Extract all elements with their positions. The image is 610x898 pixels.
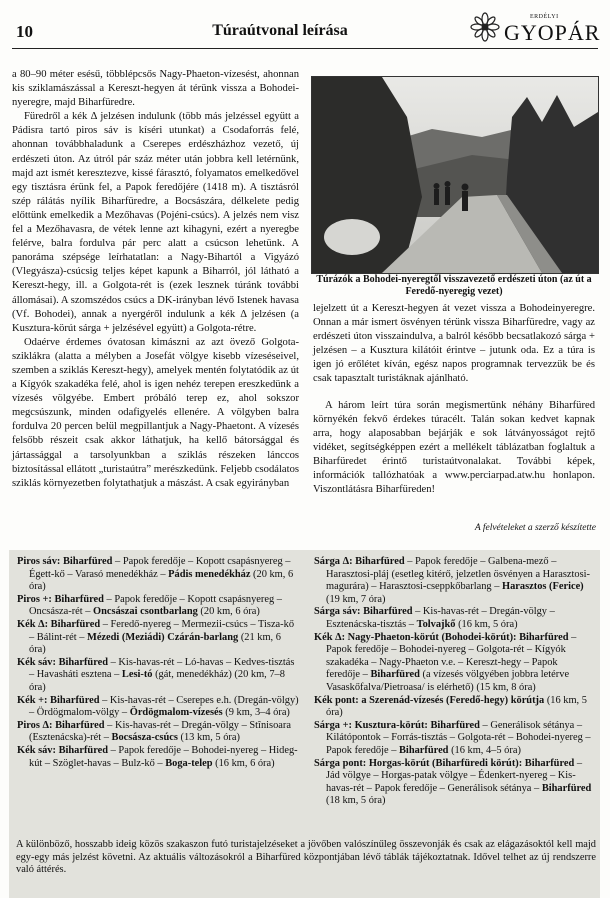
route-mark: Kék Δ:: [314, 631, 346, 643]
route-mark: Piros Δ:: [17, 719, 53, 731]
route-entry: [314, 695, 594, 720]
route-start: Biharfüred: [60, 556, 113, 567]
route-mark: Kék +:: [17, 694, 48, 706]
route-entry: [314, 720, 594, 758]
route-path: – Papok feredője – Galbena-mező – Harasztosi-pláj (esetleg kitérő, jelzetlen ösvényen a Harasztosi-magurára) – Harasztosi-cseppkőbarlang –: [326, 556, 590, 593]
route-mark: Sárga sáv:: [314, 606, 361, 618]
route-end: Boga-telep: [165, 757, 213, 769]
route-entry: [17, 556, 300, 594]
route-end: Biharfüred: [370, 669, 420, 681]
article-left-column: [12, 68, 299, 491]
route-end: Pádis menedékház: [168, 568, 251, 580]
route-path: – Kis-havas-rét – Cserepes e.h. (Dregán-völgy) – Ördögmalom-völgy –: [29, 694, 299, 719]
route-entry: [314, 556, 594, 606]
route-entry: [17, 594, 300, 619]
route-entry: [314, 758, 594, 808]
route-start: Biharfüred: [48, 618, 101, 630]
route-info: (16 km, 6 óra): [212, 757, 275, 769]
route-end: Bocsásza-csúcs: [111, 732, 178, 744]
photo-credit: A felvételeket a szerző készítette: [474, 523, 596, 533]
route-path: – Papok feredője – Bohodei-nyereg – Hideg-kút – Szöglet-havas – Bulz-kő –: [29, 744, 298, 769]
page-title: Túraútvonal leírása: [212, 22, 348, 39]
forest-road-image: [312, 77, 598, 273]
route-mark: Kék pont:: [314, 694, 359, 706]
logo-small-text: ERDÉLYI: [530, 14, 559, 20]
route-start: Biharfüred: [352, 556, 405, 567]
edelweiss-icon: [470, 12, 500, 46]
route-end: Harasztos (Ferice): [502, 581, 584, 593]
route-mark: Sárga pont:: [314, 757, 367, 769]
route-end: Biharfüred: [541, 782, 592, 794]
paragraph: Odaérve érdemes óvatosan kimászni az azt övező Golgota-sziklákra (alatta a mélyben a Josefát völgye kisebb vízeséseivel, szemben a sziklás Kereszt-hegy), amelyek mentén folytatódik az út a Kígyók szakadéka felé, ahol is igen nehéz terepen ereszkedünk a vízesés völgyébe. Embert próbáló terep ez, ahol sokszor megcsúszunk, minden odafigyelés ellenére. A völgyben balra fordulva 20 percen belül megpillantjuk a Nagy-Phaetont. A vízesés felsőbb részeit csak akkor láthatjuk, ha kellő bátorsággal és jártassággal a tarsolyunkban a sziklás részeken lánccos biztosítással ellátott „turistaútra” merészkedünk. Feljebb csodálatos sziklás környezetben folytathatjuk a mászást. A csak egyirányban: [12, 336, 299, 489]
route-start: Kusztura-körút: Biharfüred: [351, 719, 480, 731]
route-start: Horgas-körút (Biharfüredi körút): Biharfüred: [366, 757, 575, 769]
route-path: – Feredő-nyereg – Mermezii-csúcs – Tisza-kő – Bálint-rét –: [29, 618, 295, 643]
route-end: Lesi-tó: [121, 669, 153, 681]
route-info: (gát, menedékház) (20 km, 7–8 óra): [29, 669, 285, 693]
route-path: – Jád völgye – Horgas-patak völgye – Édenkert-nyereg – Kis-havas-rét – Papok feredője – Generálisok sétánya –: [326, 757, 583, 794]
route-entry: [17, 745, 300, 770]
route-end: Mézedi (Meziádi) Czárán-barlang: [87, 631, 239, 643]
routes-note: A különböző, hosszabb ideig közös szakaszon futó turistajelzéseket a jövőben valószínűleg összevonják és csak az elágazásoktól kell majd egy-egy más jelzést követni. Az aktuális változásokról a Biharfüred központjában lévő táblák tájékoztatnak. Idővel telhet az új rendszerre való áttérés.: [16, 839, 596, 876]
route-info: (19 km, 7 óra): [326, 593, 386, 605]
gyopar-logo: [470, 12, 601, 48]
route-mark: Kék sáv:: [17, 744, 56, 756]
route-end: Biharfüred: [399, 744, 449, 756]
paragraph: lejelzett út a Kereszt-hegyen át vezet vissza a Bohodeinyeregre. Onnan a már ismert ösvényen térünk vissza Biharfüredre, vagy az erdészeti úton visszaindulva, a balról később becsatlakozó sárga + jelzésen – a Kusztura kilátóit érintve – jutunk oda. Ez a túra is igen jó erőlétet kíván, egész napos programnak tervezzük be és csak tapasztalt turistáknak ajánlható.: [313, 303, 595, 385]
route-start: Biharfüred: [55, 656, 109, 668]
route-info: (21 km, 6 óra): [29, 631, 281, 656]
route-path: – Papok feredője – Bohodei-nyereg – Golgota-rét – Kígyók szakadéka – Nagy-Phaeton v.e. – Kereszt-hegy – Papok feredője –: [326, 631, 577, 681]
route-start: Biharfüred: [51, 593, 104, 605]
route-start: Biharfüred: [55, 744, 109, 756]
routes-right-column: [314, 556, 594, 808]
paragraph: A három leírt túra során megismertünk néhány Biharfüred környékén fekvő érdekes túracélt. Talán sokan kedvet kapnak arra, hogy alaposabban bejárják e sok látványosságot rejtő vidéket, segítségképpen ezért a mellékelt táblázatban foglaltuk a Biharfüredet érintő turistaútvonalakat. További képek, információk tallózhatóak a www.perciarpad.atw.hu honlapon. Viszontlátásra Biharfüreden!: [313, 399, 595, 496]
route-end: Ördögmalom-vízesés: [129, 707, 223, 719]
route-entry: [17, 720, 300, 745]
route-end: Oncsászai csontbarlang: [93, 606, 198, 618]
routes-left-column: [17, 556, 300, 770]
route-mark: Sárga +:: [314, 719, 352, 731]
page-number: 10: [16, 22, 33, 41]
route-mark: Kék sáv:: [17, 656, 56, 668]
route-info: (9 km, 3–4 óra): [222, 707, 290, 719]
route-start: a Szerenád-vízesés (Feredő-hegy) körútja: [358, 694, 545, 706]
route-info: (20 km, 6 óra): [29, 568, 294, 593]
hikers-photo: [311, 76, 599, 274]
route-info: (20 km, 6 óra): [197, 606, 260, 618]
route-path: – Kis-havas-rét – Dregán-völgy – Esztenácska-tisztás –: [326, 606, 555, 630]
route-path: – Kis-havas-rét – Dregán-völgy – Stînisoara (Esztenácska)-rét –: [29, 719, 291, 744]
route-entry: [314, 632, 594, 695]
route-info: (18 km, 5 óra): [326, 795, 386, 807]
route-start: Biharfüred: [47, 694, 100, 706]
paragraph: a 80–90 méter esésű, többlépcsős Nagy-Phaeton-vízesést, ahonnan kis sziklamászással a Kereszt-hegyen át térünk vissza a Bohodei-nyeregre, majd Biharfüredre.: [12, 69, 299, 109]
header-divider: [12, 48, 598, 49]
route-start: Nagy-Phaeton-körút (Bohodei-körút): Biharfüred: [345, 631, 569, 643]
route-info: (16 km, 5 óra): [455, 618, 518, 630]
route-path: – Kis-havas-rét – Ló-havas – Kedves-tisztás – Havasháti esztena –: [29, 656, 295, 681]
route-entry: [17, 657, 300, 695]
route-path: – Papok feredője – Kopott csapásnyereg – Oncsásza-rét –: [29, 593, 282, 618]
photo-caption: Túrázók a Bohodei-nyeregtől visszavezető erdészeti úton (az út a Feredő-nyeregig vezet): [316, 274, 592, 297]
route-entry: [314, 606, 594, 631]
route-path: – Papok feredője – Kopott csapásnyereg – Égett-kő – Varasó menedékház –: [29, 556, 291, 580]
route-info: (13 km, 5 óra): [177, 732, 240, 744]
logo-text: GYOPÁR: [504, 20, 601, 45]
route-mark: Piros sáv:: [17, 556, 61, 567]
route-info: (16 km, 5 óra): [326, 694, 587, 719]
route-path: – Generálisok sétánya – Kilátópontok – Forrás-tisztás – Golgota-rét – Bohodei-nyereg – Papok feredője –: [326, 719, 591, 756]
route-info: (16 km, 4–5 óra): [448, 744, 521, 756]
route-start: Biharfüred: [52, 719, 105, 731]
route-mark: Piros +:: [17, 593, 52, 605]
route-entry: [17, 619, 300, 657]
paragraph: Füredről a kék Δ jelzésen indulunk (több más jelzéssel együtt a Pádisra tartó piros sáv is kíséri utunkat) a Csodaforrás felé, ahonnan továbbhaladunk a Cserepes erdészházhoz vezető, új erdészeti úton. Az útról pár száz méter után jobbra kell letérnünk, majd azt ismét keresztezve, kissé fárasztó, folyamatos emelkedővel egy tisztásra érünk fel, a Papok feredőjére (1418 m). A tisztásról szép rálátás nyílik Biharfüredre, a Bocsászára, délkelete pedig előttünk emelkedik a Mezőhavas (Pojéni-csúcs). A jelzés nem visz fel a Mezőhavasra, de vétek lenne azt kihagyni, ezért a nyeregbe felérve, balra fordulva pár perc alatt a csúcson lehetünk. A panoráma szépsége leírhatatlan: a Nagy-Bihartól a Vigyázó (Vlegyásza)-csúcsig teljes képet kapunk a Biharról, jól látható a Kereszt-hegy, ill. a Golgota-rét is (ezek lesznek túránk további állomásai). A szomszédos csúcs a DK-irányban lévő Istenek havasa (Vf. Bohodei), annak a nyergéről indulunk a kék Δ jelzésen (a Kusztura-körút sárga + jelzésével együtt) a Golgota-rétre.: [12, 111, 299, 334]
route-end: Tolvajkő: [416, 618, 456, 630]
route-mark: Kék Δ:: [17, 618, 49, 630]
route-mark: Sárga Δ:: [314, 556, 353, 567]
article-right-column: [313, 302, 595, 497]
route-entry: [17, 695, 300, 720]
route-info: (a vízesés völgyében jobbra letérve Vasaskőfalva/Pietroasa/ is elérhető) (15 km, 8 óra): [326, 669, 570, 693]
route-start: Biharfüred: [360, 606, 413, 618]
